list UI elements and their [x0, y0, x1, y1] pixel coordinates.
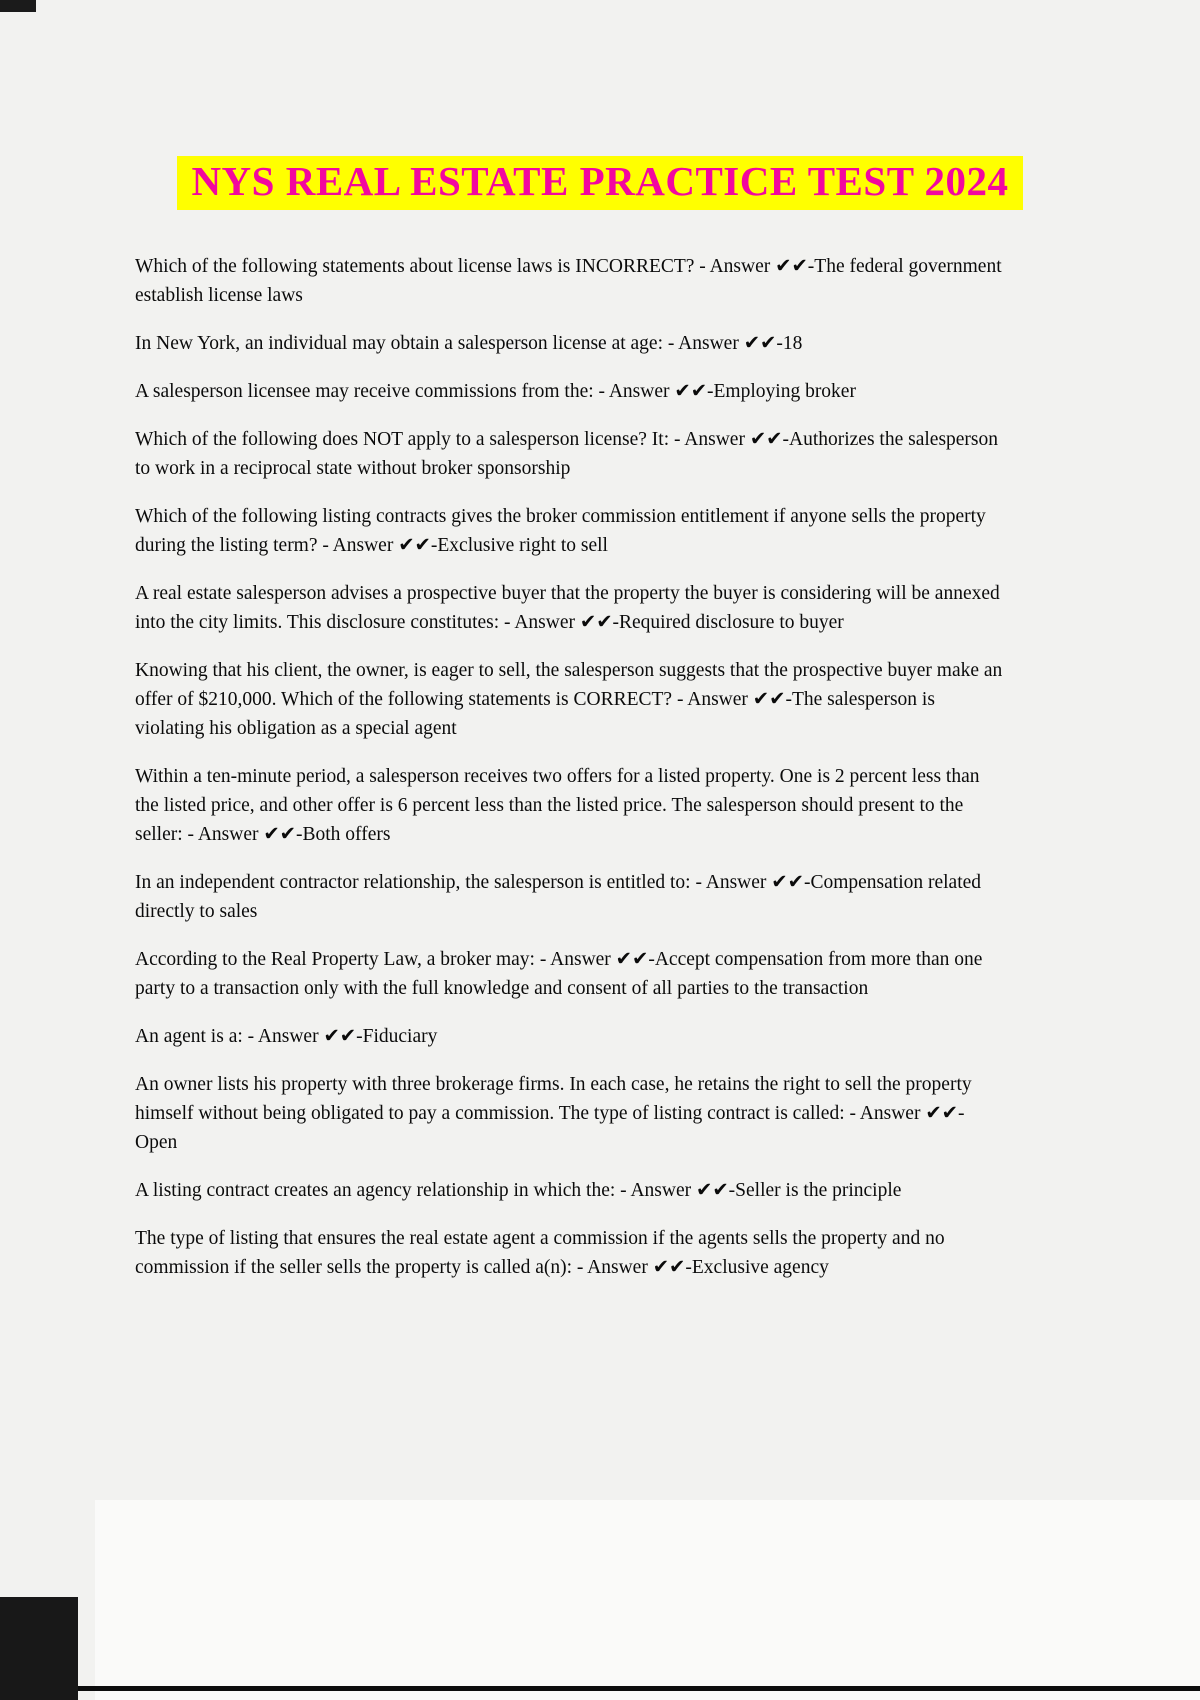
document-title: [0, 0, 1200, 210]
document-title-text: NYS REAL ESTATE PRACTICE TEST 2024: [177, 156, 1022, 210]
qa-item: Which of the following listing contracts gives the broker commission entitlement if anyone sells the property during the listing term? - Answer ✔✔-Exclusive right to sell: [135, 506, 986, 557]
qa-item: Which of the following statements about license laws is INCORRECT? - Answer ✔✔-The federal government establish license laws: [135, 256, 1002, 307]
scan-artifact-top-left: [0, 0, 36, 12]
qa-item: An agent is a: - Answer ✔✔-Fiduciary: [135, 1026, 438, 1048]
scan-artifact-bottom-left: [0, 1597, 78, 1700]
bottom-border-line: [78, 1686, 1200, 1691]
page-footer-area: [95, 1500, 1200, 1700]
qa-item: A real estate salesperson advises a prospective buyer that the property the buyer is considering will be annexed into the city limits. This disclosure constitutes: - Answer ✔✔-Required disclosure to buyer: [135, 583, 1000, 634]
qa-item: Within a ten-minute period, a salesperson receives two offers for a listed property. One is 2 percent less than the listed price, and other offer is 6 percent less than the listed price. The salesperson should present to the seller: - Answer ✔✔-Both offers: [135, 766, 980, 846]
qa-item: A salesperson licensee may receive commissions from the: - Answer ✔✔-Employing broker: [135, 381, 856, 403]
qa-item: A listing contract creates an agency relationship in which the: - Answer ✔✔-Seller is the principle: [135, 1180, 902, 1202]
qa-item: In an independent contractor relationship, the salesperson is entitled to: - Answer ✔✔-Compensation related directly to sales: [135, 872, 982, 923]
qa-item: Which of the following does NOT apply to a salesperson license? It: - Answer ✔✔-Authorizes the salesperson to work in a reciprocal state without broker sponsorship: [135, 429, 999, 480]
qa-item: In New York, an individual may obtain a salesperson license at age: - Answer ✔✔-18: [135, 333, 803, 355]
qa-list: [135, 252, 1003, 1282]
qa-item: According to the Real Property Law, a broker may: - Answer ✔✔-Accept compensation from more than one party to a transaction only with the full knowledge and consent of all parties to the transaction: [135, 949, 983, 1000]
qa-item: An owner lists his property with three brokerage firms. In each case, he retains the right to sell the property himself without being obligated to pay a commission. The type of listing contract is called: - Answer ✔✔-Open: [135, 1074, 972, 1154]
qa-item: Knowing that his client, the owner, is eager to sell, the salesperson suggests that the prospective buyer make an offer of $210,000. Which of the following statements is CORRECT? - Answer ✔✔-The salesperson is violating his obligation as a special agent: [135, 660, 1003, 740]
qa-item: The type of listing that ensures the real estate agent a commission if the agents sells the property and no commission if the seller sells the property is called a(n): - Answer ✔✔-Exclusive agency: [135, 1228, 945, 1279]
